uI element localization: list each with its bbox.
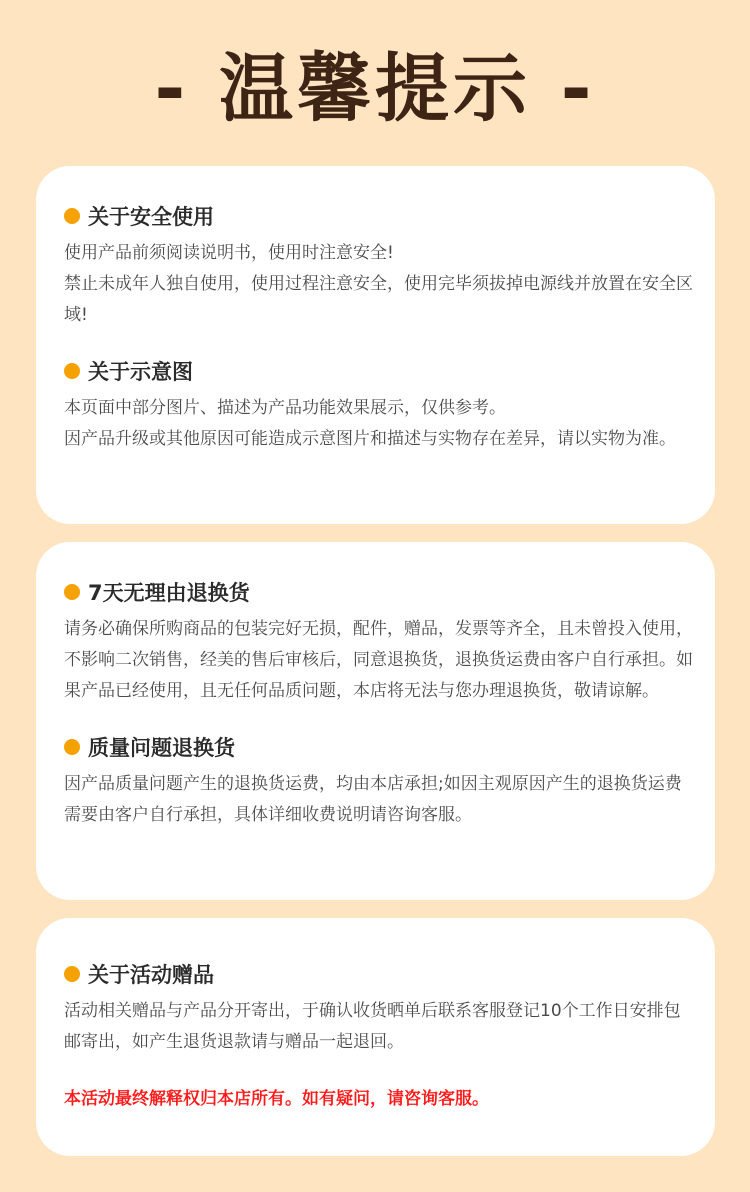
bullet-dot-icon xyxy=(64,966,80,982)
section-body xyxy=(64,238,695,331)
page-title: - 温馨提示 - xyxy=(154,46,596,132)
notice-card-returns xyxy=(36,542,715,900)
section-body xyxy=(64,769,695,831)
section-illustration xyxy=(64,353,695,455)
paragraph: 因产品升级或其他原因可能造成示意图片和描述与实物存在差异，请以实物为准。 xyxy=(64,429,676,449)
bullet-dot-icon xyxy=(64,739,80,755)
bullet-dot-icon xyxy=(64,208,80,224)
paragraph: 禁止未成年人独自使用，使用过程注意安全，使用完毕须拔掉电源线并放置在安全区域! xyxy=(64,274,693,325)
section-heading xyxy=(64,198,695,234)
section-heading-text: 关于示意图 xyxy=(88,360,193,384)
final-notice: 本活动最终解释权归本店所有。如有疑问，请咨询客服。 xyxy=(64,1089,489,1109)
paragraph: 请务必确保所购商品的包装完好无损，配件，赠品，发票等齐全，且未曾投入使用，不影响二次销售，经美的售后审核后，同意退换货，退换货运费由客户自行承担。如果产品已经使用，且无任何品质问题，本店将无法与您办理退换货，敬请谅解。 xyxy=(64,619,693,701)
paragraph: 使用产品前须阅读说明书，使用时注意安全! xyxy=(64,243,394,263)
notice-card-usage xyxy=(36,166,715,524)
section-seven-day-return xyxy=(64,574,695,707)
section-safety xyxy=(64,198,695,331)
section-gifts xyxy=(64,956,695,1058)
notice-card-gifts xyxy=(36,918,715,1156)
bullet-dot-icon xyxy=(64,363,80,379)
section-heading xyxy=(64,956,695,992)
section-body xyxy=(64,614,695,707)
section-quality-return xyxy=(64,729,695,831)
section-heading xyxy=(64,353,695,389)
paragraph: 活动相关赠品与产品分开寄出，于确认收货晒单后联系客服登记10个工作日安排包邮寄出，如产生退货退款请与赠品一起退回。 xyxy=(64,1001,681,1052)
paragraph: 本页面中部分图片、描述为产品功能效果展示，仅供参考。 xyxy=(64,398,506,418)
section-heading-text: 关于安全使用 xyxy=(88,205,214,229)
paragraph: 因产品质量问题产生的退换货运费，均由本店承担;如因主观原因产生的退换货运费需要由客户自行承担，具体详细收费说明请咨询客服。 xyxy=(64,774,682,825)
section-body xyxy=(64,393,695,455)
bullet-dot-icon xyxy=(64,584,80,600)
section-heading xyxy=(64,729,695,765)
section-heading xyxy=(64,574,695,610)
section-heading-text: 7天无理由退换货 xyxy=(88,581,250,605)
section-body xyxy=(64,996,695,1058)
section-heading-text: 质量问题退换货 xyxy=(88,736,235,760)
section-heading-text: 关于活动赠品 xyxy=(88,963,214,987)
